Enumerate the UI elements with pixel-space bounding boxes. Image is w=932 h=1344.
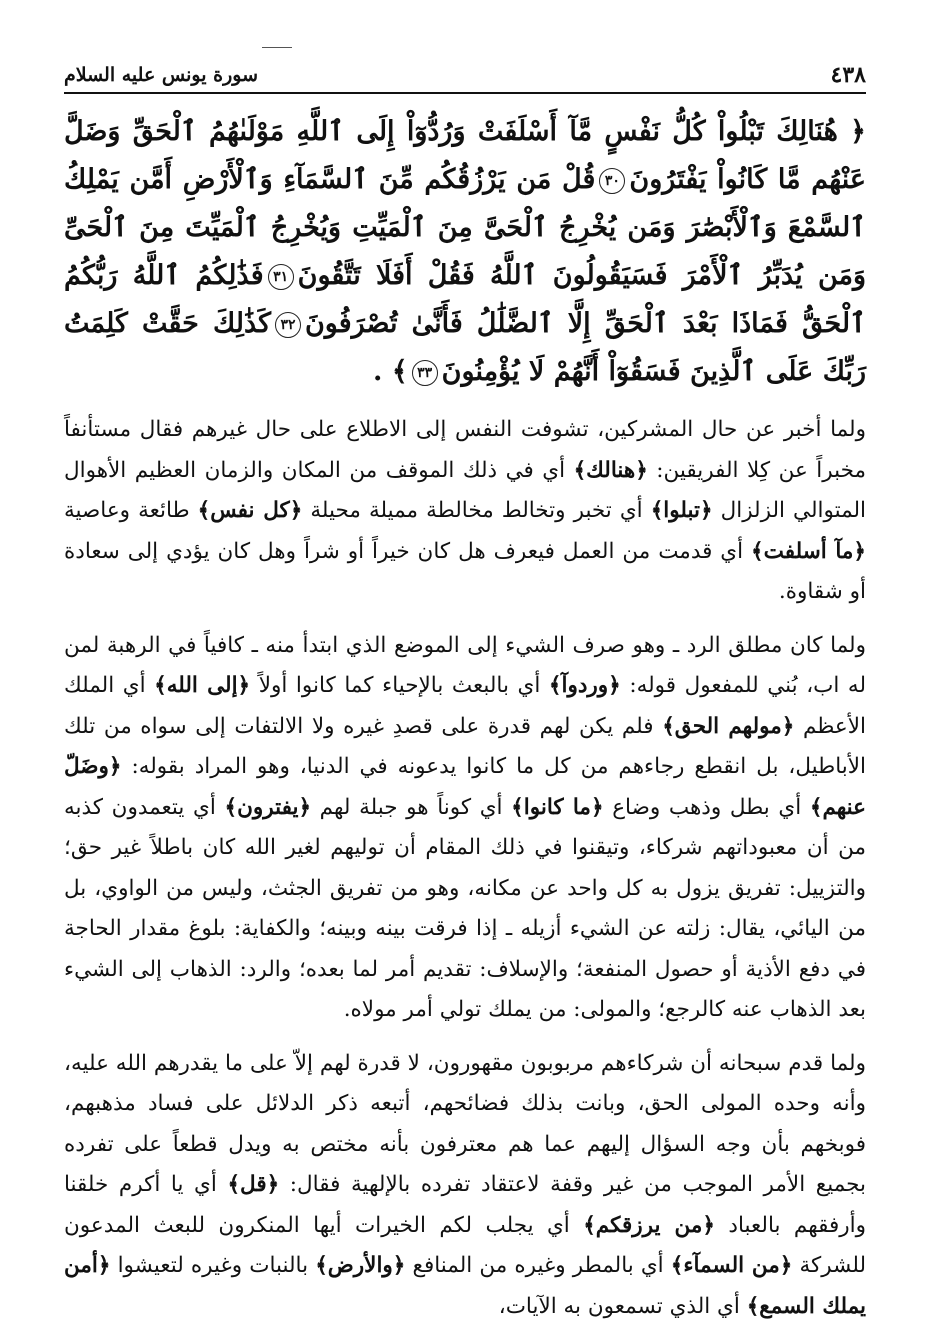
quoted-phrase: ﴿مولهم الحق﴾ <box>662 713 795 739</box>
text-run: ولما أخبر عن حال المشركين، تشوفت النفس إلى الاطلاع على حال غيرهم فقال مستأنفاً مخبراً عن كِلا الفريقين: <box>64 417 866 483</box>
text-run: أي يتعمدون كذبه من أن معبوداتهم شركاء، وتيقنوا في ذلك المقام أن توليهم لغير الله كان باطلاً غير حق؛ والتزييل: تفريق يزول به كل واحد عن مكانه، وهو من تفريق الجثث، وليس من الواوي، بل من اليائي، يقال: زلته عن الشيء أزيله ـ إذا فرقت بينه وبينه؛ والكفاية: بلوغ مقدار الحاجة في دفع الأذية أو حصول المنفعة؛ والإسلاف: تقديم أمر لما بعده؛ والرد: الذهاب إلى الشيء بعد الذهاب عنه كالرجع؛ والمولى: من يملك تولي أمر مولاه. <box>64 794 866 1022</box>
text-run: أي بالمطر وغيره من المنافع <box>405 1253 671 1278</box>
ayah-number-marker: ٣٠ <box>599 168 625 194</box>
text-run: فلم يكن لهم قدرة على قصدِ غيره ولا الالتفات إلى سواه من تلك الأباطيل، بل انقطع رجاءهم من كل ما كانوا يدعونه في الدنيا، وهو المراد بقوله: <box>64 713 866 779</box>
quoted-phrase: ﴿وضَلّ عنهم﴾ <box>64 754 866 820</box>
text-run: ولما كان مطلق الرد ـ وهو صرف الشيء إلى الموضع الذي ابتدأ منه ـ كافياً في الرهبة لمن له اب، بُني للمفعول قوله: <box>64 632 867 698</box>
quoted-phrase: ﴿إلى الله﴾ <box>154 673 251 698</box>
text-run: أي يا أكرم خلقنا وأرفقهم بالعباد <box>64 1172 866 1238</box>
text-run: أي كوناً هو جبلة لهم <box>311 794 512 820</box>
text-run: أي الذي تسمعون به الآيات، <box>498 1293 747 1319</box>
quoted-phrase: ﴿كل نفس﴾ <box>197 498 303 523</box>
surah-title: سورة يونس عليه السلام <box>64 64 258 86</box>
quoted-phrase: ﴿وردوآ﴾ <box>548 673 621 698</box>
quoted-phrase: ﴿من يرزقكم﴾ <box>583 1212 716 1238</box>
text-run: أي الملك الأعظم <box>64 673 866 739</box>
text-run: أي قدمت من العمل فيعرف هل كان خيراً أو شراً وهل كان يؤدي إلى سعادة أو شقاوة. <box>64 538 866 604</box>
verse-text: كَذَٰلِكَ حَقَّتْ كَلِمَتُ رَبِّكَ عَلَى ٱلَّذِينَ فَسَقُوٓاْ أَنَّهُمْ لَا يُؤْمِنُونَ <box>64 308 866 387</box>
page-body <box>64 108 866 1340</box>
text-run: أي في ذلك الموقف من المكان والزمان العظيم الأهوال المتوالي الزلزال <box>64 457 867 523</box>
quran-verses <box>64 108 866 396</box>
quoted-phrase: ﴿والأرض﴾ <box>315 1253 406 1278</box>
verse-end: ﴾ . <box>373 356 408 387</box>
quoted-phrase: ﴿من السمآء﴾ <box>670 1253 793 1278</box>
verse-text: ﴿ هُنَالِكَ تَبْلُواْ كُلُّ نَفْسٍ مَّآ أَسْلَفَتْ وَرُدُّوٓاْ إِلَى ٱللَّهِ مَوْلَىٰهُمُ ٱلْحَقِّ وَضَلَّ عَنْهُم مَّا كَانُواْ يَفْتَرُونَ <box>64 116 866 195</box>
ayah-number-marker: ٣٢ <box>275 312 301 338</box>
quoted-phrase: ﴿مآ أسلفت﴾ <box>751 538 866 564</box>
quoted-phrase: ﴿قل﴾ <box>227 1172 280 1197</box>
commentary-paragraph <box>64 626 866 1031</box>
text-run: أي تخبر وتخالط مخالطة مميلة محيلة <box>302 498 651 523</box>
text-run: ولما قدم سبحانه أن شركاءهم مربوبون مقهورون، لا قدرة لهم إلاّ على ما يقدرهم الله عليه، وأنه وحده المولى الحق، وبانت بذلك فضائحهم، أتبعه ذكر الدلائل على فساد مذهبهم، فوبخهم بأن وجه السؤال إليهم عما هم معترفون بأنه مختص به ويدل قطعاً على تفرده بجميع الأمر الموجب من غير وقفة لاعتقاد تفرده بالإلهية فقال: <box>64 1050 866 1197</box>
text-run: أي بالبعث بالإحياء كما كانوا أولاً <box>250 673 549 698</box>
ayah-number-marker: ٣٣ <box>412 360 438 386</box>
quoted-phrase: ﴿تبلوا﴾ <box>650 498 713 523</box>
quoted-phrase: ﴿أمن يملك السمع﴾ <box>64 1253 866 1319</box>
quoted-phrase: ﴿يفترون﴾ <box>224 794 312 820</box>
text-run: أي بطل وذهب وضاع <box>603 794 810 820</box>
quoted-phrase: ﴿ما كانوا﴾ <box>511 794 604 820</box>
page-header <box>64 58 866 94</box>
page-number: ٤٣٨ <box>830 62 866 88</box>
verse-text: قُلْ مَن يَرْزُقُكُم مِّنَ ٱلسَّمَآءِ وَٱلْأَرْضِ أَمَّن يَمْلِكُ ٱلسَّمْعَ وَٱلْأَبْصَٰرَ وَمَن يُخْرِجُ ٱلْحَىَّ مِنَ ٱلْمَيِّتِ وَيُخْرِجُ ٱلْمَيِّتَ مِنَ ٱلْحَىِّ وَمَن يُدَبِّرُ ٱلْأَمْرَ فَسَيَقُولُونَ ٱللَّهُ فَقُلْ أَفَلَا تَتَّقُونَ <box>64 164 866 291</box>
text-run: بالنبات وغيره لتعيشوا <box>110 1253 316 1278</box>
ayah-number-marker: ٣١ <box>268 264 294 290</box>
top-decorative-line <box>262 47 292 48</box>
text-run: أي يجلب لكم الخيرات أيها المنكرون للبعث المدعون للشركة <box>64 1212 866 1278</box>
verse-text: فَذَٰلِكُمُ ٱللَّهُ رَبُّكُمُ ٱلْحَقُّ فَمَاذَا بَعْدَ ٱلْحَقِّ إِلَّا ٱلضَّلَٰلُ فَأَنَّىٰ تُصْرَفُونَ <box>64 260 866 339</box>
commentary-paragraph <box>64 1044 866 1328</box>
text-run: طائعة وعاصية <box>64 498 198 523</box>
quoted-phrase: ﴿هنالك﴾ <box>573 457 648 483</box>
commentary-paragraph <box>64 410 866 613</box>
